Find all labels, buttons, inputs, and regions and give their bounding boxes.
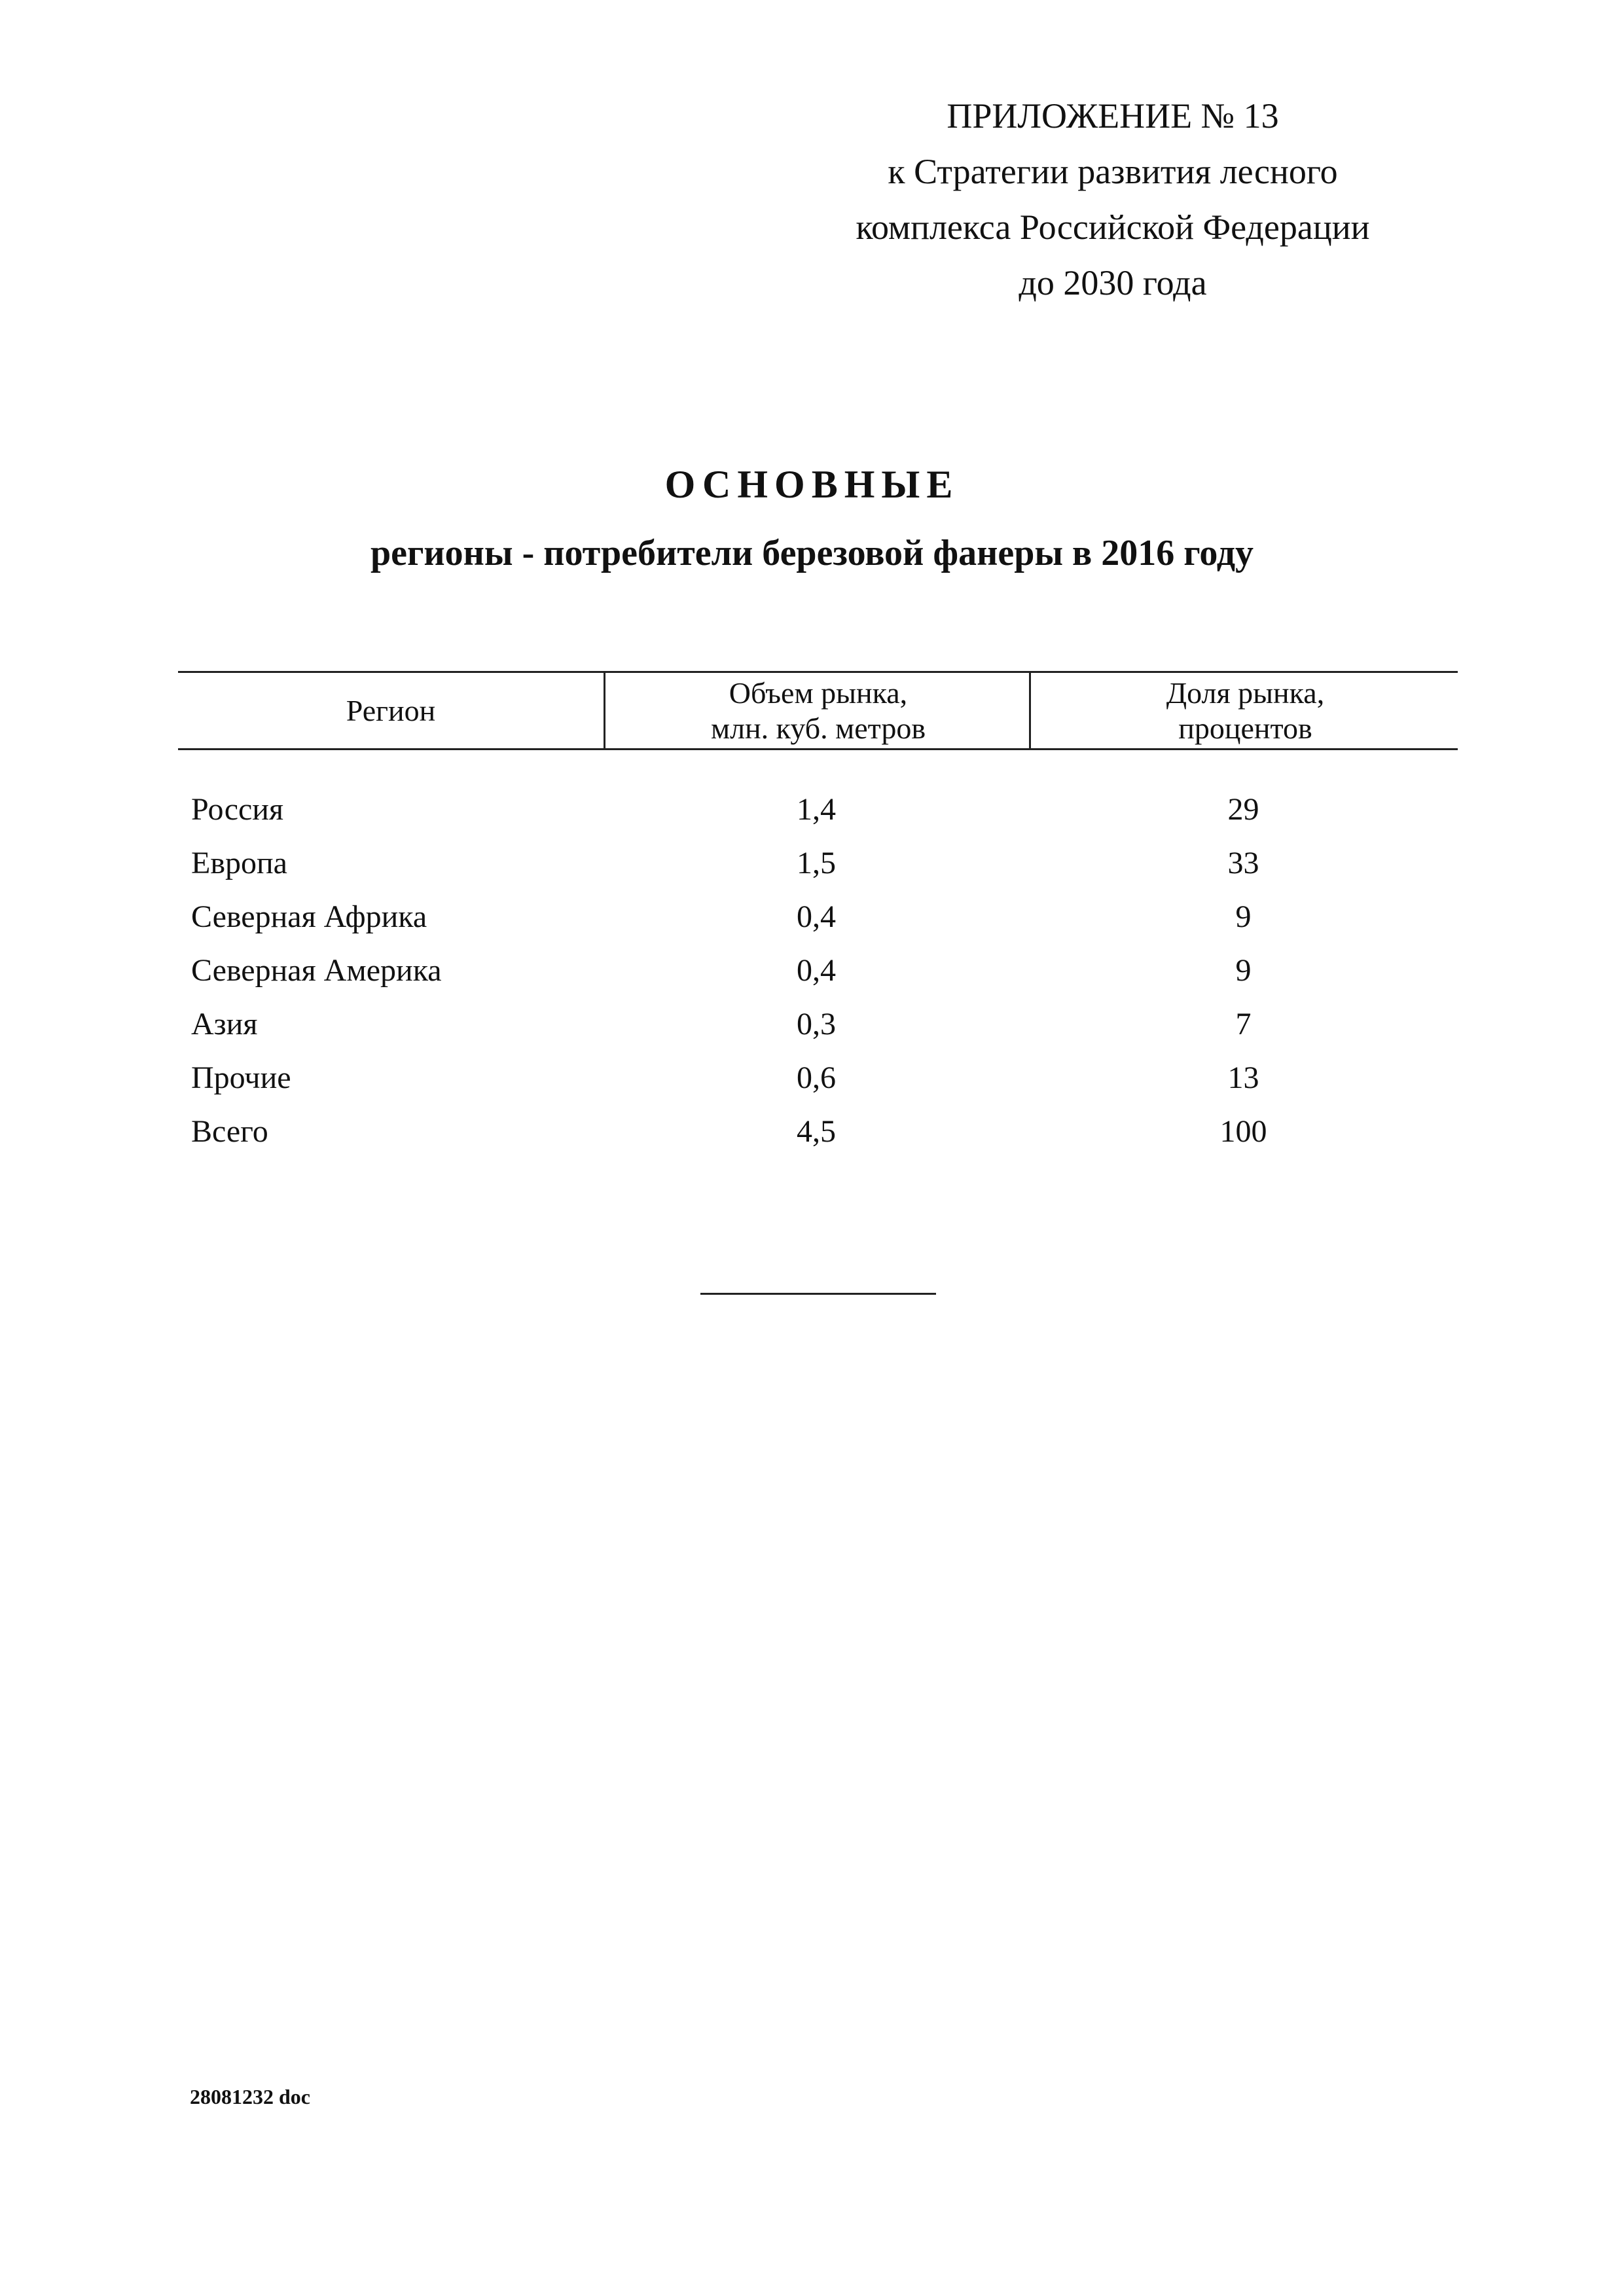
header-region-label: Регион <box>346 693 436 727</box>
cell-volume: 4,5 <box>797 1114 836 1149</box>
cell-region: Россия <box>191 792 284 827</box>
consumers-table <box>178 671 1458 1159</box>
cell-region: Азия <box>191 1007 258 1041</box>
table-row <box>178 998 1458 1051</box>
appendix-line-year: до 2030 года <box>1019 263 1207 302</box>
cell-volume: 1,4 <box>797 792 836 827</box>
header-volume <box>604 673 1031 748</box>
table-row <box>178 783 1458 837</box>
cell-region: Европа <box>191 846 287 880</box>
appendix-line-complex: комплекса Российской Федерации <box>856 208 1370 247</box>
appendix-number: ПРИЛОЖЕНИЕ № 13 <box>947 96 1279 136</box>
appendix-header <box>785 88 1440 311</box>
document-subtitle: регионы - потребители березовой фанеры в 2016 году <box>370 533 1254 573</box>
table-header <box>178 671 1458 750</box>
table-row <box>178 1051 1458 1105</box>
cell-share: 9 <box>1235 953 1252 988</box>
appendix-line-strategy: к Стратегии развития лесного <box>888 152 1338 191</box>
table-row-total <box>178 1105 1458 1159</box>
cell-volume: 0,6 <box>797 1060 836 1095</box>
cell-share: 13 <box>1227 1060 1259 1095</box>
cell-volume: 0,4 <box>797 899 836 934</box>
header-volume-line1: Объем рынка, <box>729 676 908 710</box>
cell-volume: 0,4 <box>797 953 836 988</box>
end-divider <box>700 1293 936 1295</box>
cell-region: Прочие <box>191 1060 291 1095</box>
cell-region: Северная Америка <box>191 953 442 988</box>
header-share-line1: Доля рынка, <box>1166 676 1325 710</box>
header-volume-line2: млн. куб. метров <box>710 711 926 745</box>
cell-volume: 0,3 <box>797 1007 836 1041</box>
cell-share: 29 <box>1227 792 1259 827</box>
cell-region: Всего <box>191 1114 268 1149</box>
cell-share: 100 <box>1219 1114 1267 1149</box>
header-share <box>1029 673 1460 748</box>
cell-region: Северная Африка <box>191 899 427 934</box>
cell-share: 7 <box>1235 1007 1252 1041</box>
header-share-line2: процентов <box>1178 711 1312 745</box>
document-code: 28081232 doc <box>190 2085 310 2108</box>
table-row <box>178 837 1458 890</box>
table-row <box>178 944 1458 998</box>
header-region <box>178 673 604 748</box>
table-body <box>178 783 1458 1159</box>
cell-volume: 1,5 <box>797 846 836 880</box>
cell-share: 9 <box>1235 899 1252 934</box>
cell-share: 33 <box>1227 846 1259 880</box>
document-title: ОСНОВНЫЕ <box>664 463 960 506</box>
table-row <box>178 890 1458 944</box>
